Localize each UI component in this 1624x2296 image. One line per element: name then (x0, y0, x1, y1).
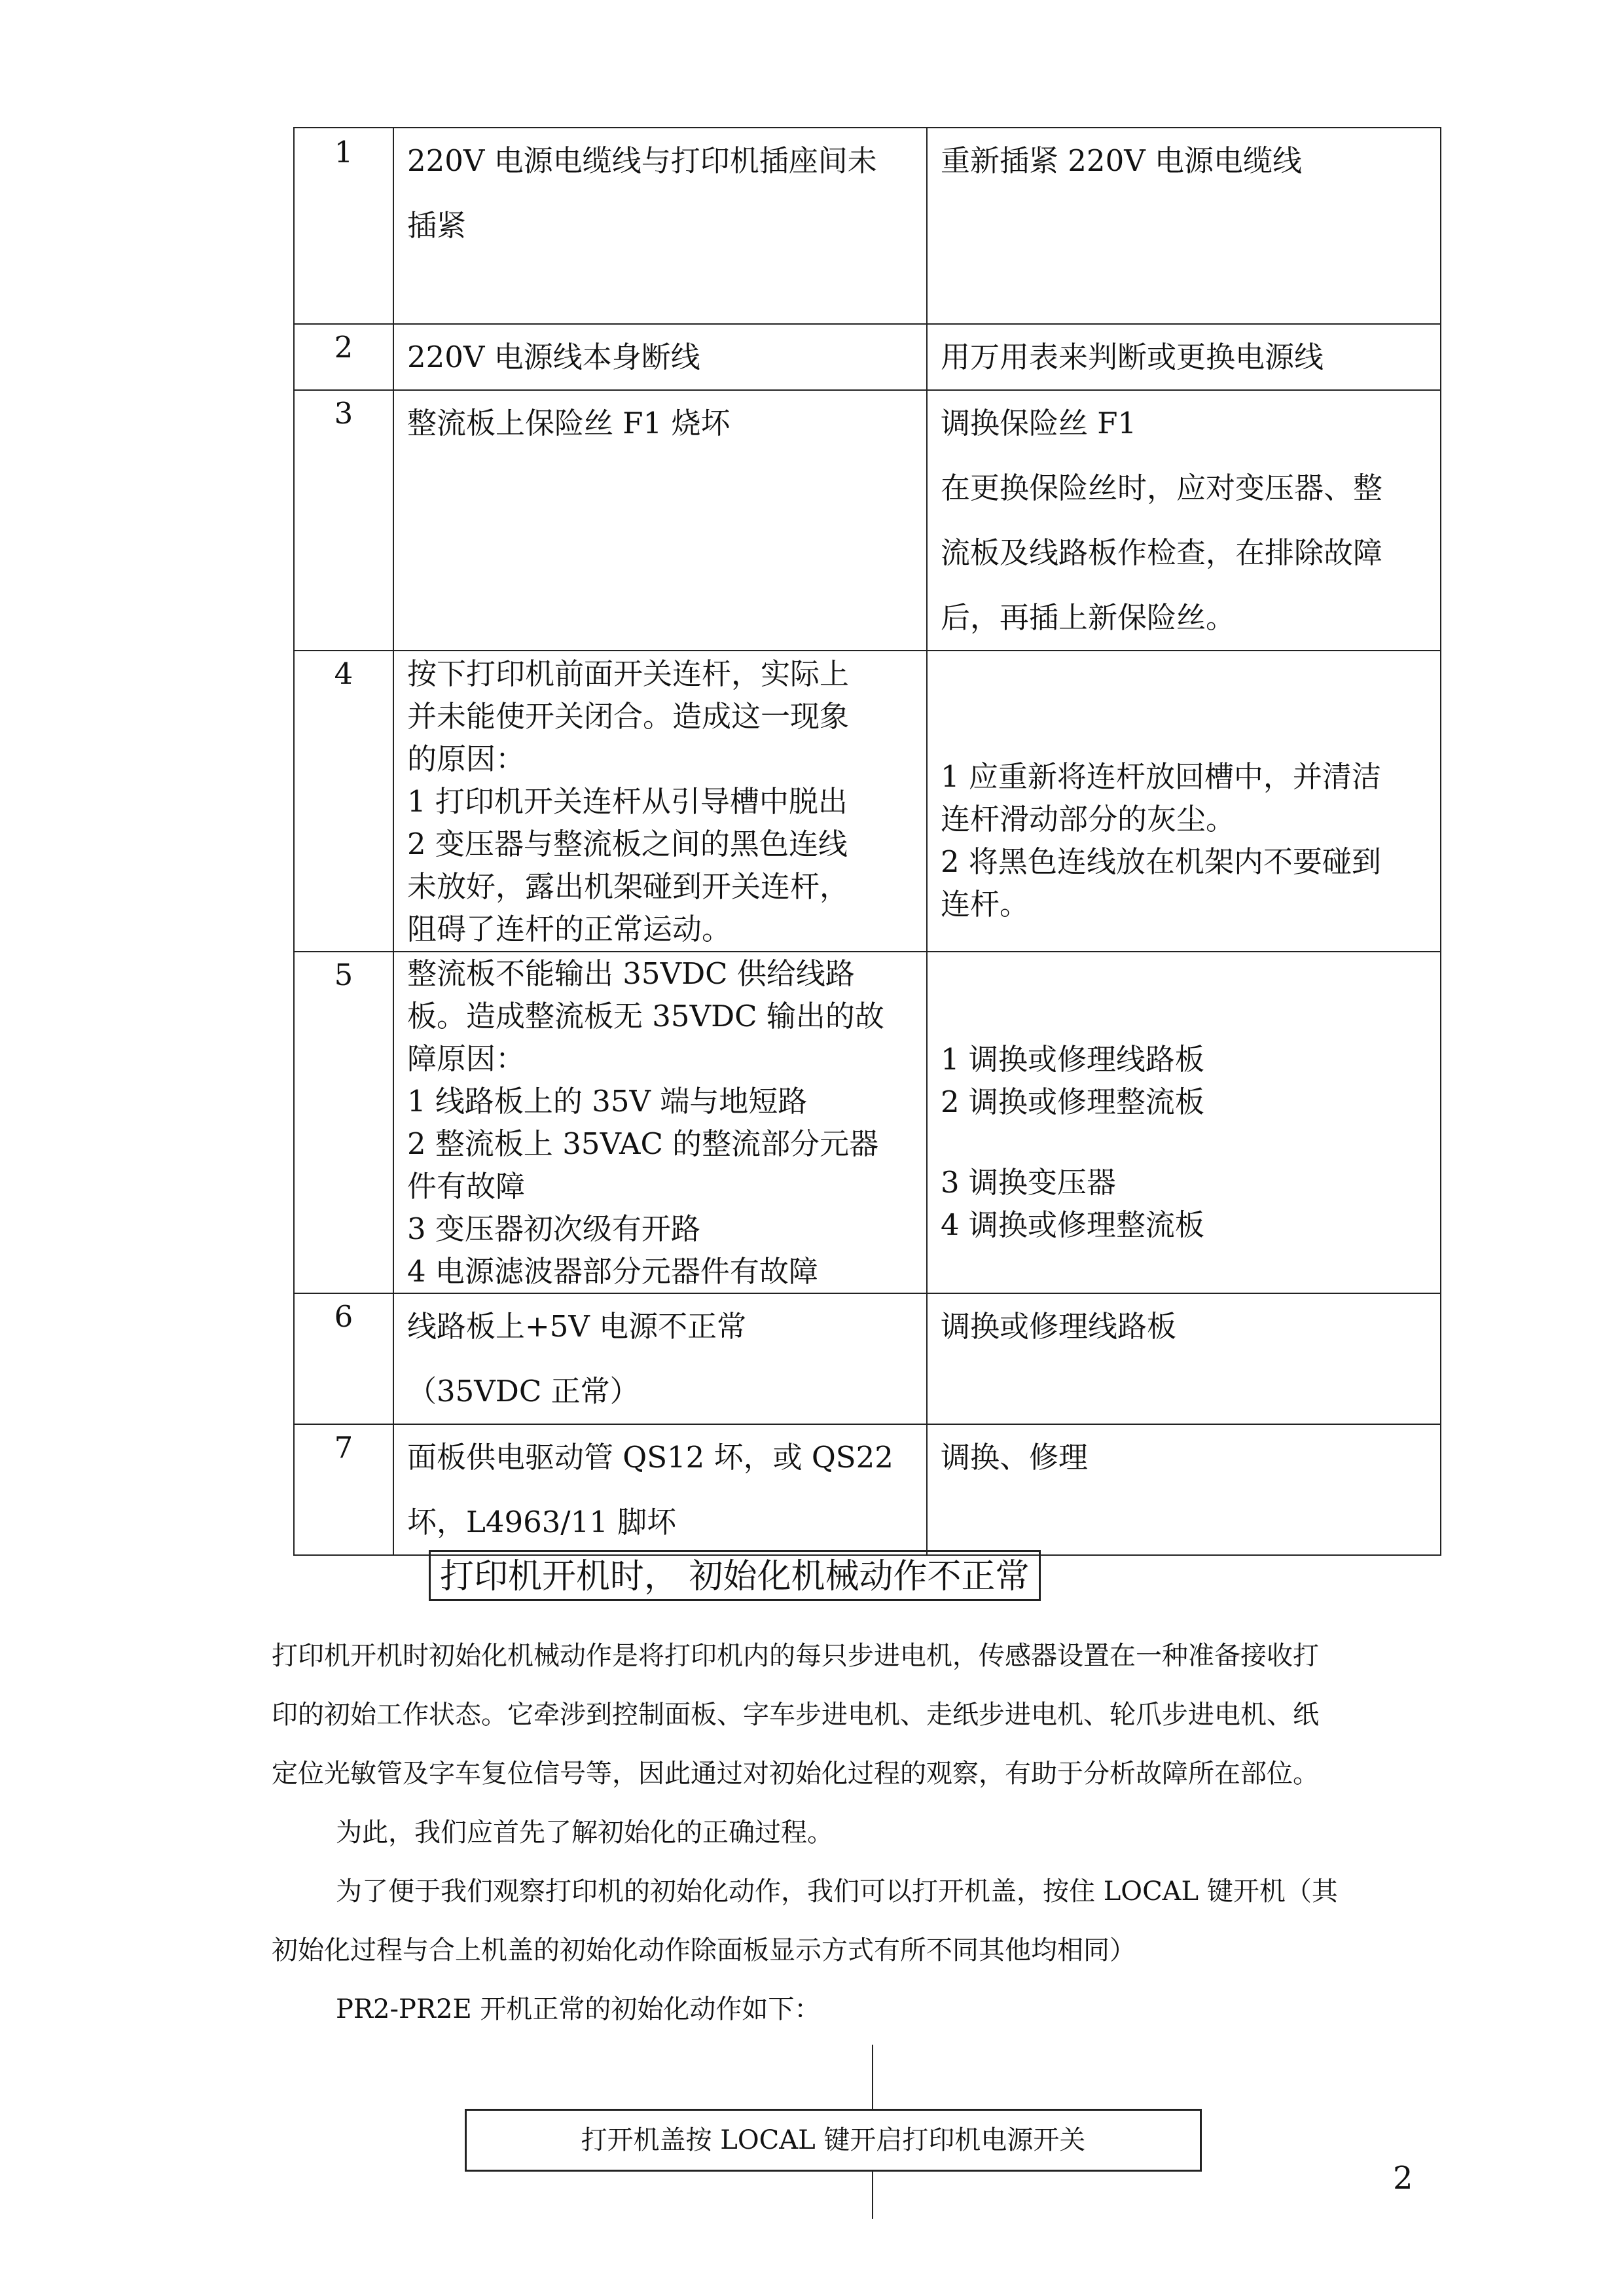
fix-line: 3 调换变压器 (941, 1165, 1116, 1200)
fix-line: 在更换保险丝时，应对变压器、整 (941, 471, 1383, 505)
fix-line: 用万用表来判断或更换电源线 (941, 340, 1324, 374)
fault-fix (927, 952, 1441, 1293)
row-number: 6 (294, 1293, 393, 1424)
fix-line: 2 调换或修理整流板 (941, 1085, 1204, 1119)
cause-line: 3 变压器初次级有开路 (407, 1211, 700, 1246)
table-row (294, 390, 1441, 651)
fault-fix (927, 128, 1441, 324)
fix-line: 连杆滑动部分的灰尘。 (941, 802, 1236, 836)
row-number: 4 (294, 651, 393, 952)
flow-connector (872, 2172, 873, 2219)
paragraph-line: 为了便于我们观察打印机的初始化动作，我们可以打开机盖，按住 LOCAL 键开机（其 (336, 1876, 1338, 1907)
flow-step-box: 打开机盖按 LOCAL 键开启打印机电源开关 (465, 2109, 1202, 2172)
cause-line: 线路板上+5V 电源不正常 (407, 1309, 747, 1344)
cause-line: 220V 电源电缆线与打印机插座间未 (407, 143, 877, 178)
fault-cause (393, 390, 927, 651)
fix-line: 后，再插上新保险丝。 (941, 600, 1236, 635)
paragraph-line: 打印机开机时初始化机械动作是将打印机内的每只步进电机，传感器设置在一种准备接收打 (272, 1641, 1319, 1671)
cause-line: 整流板不能输出 35VDC 供给线路 (407, 956, 855, 991)
cause-line: 220V 电源线本身断线 (407, 340, 700, 374)
fault-fix (927, 390, 1441, 651)
table-row (294, 128, 1441, 324)
table-row (294, 1424, 1441, 1555)
fault-fix (927, 1293, 1441, 1424)
paragraph-line: 定位光敏管及字车复位信号等，因此通过对初始化过程的观察，有助于分析故障所在部位。 (272, 1759, 1319, 1789)
cause-line: 并未能使开关闭合。造成这一现象 (407, 698, 850, 734)
cause-line: 按下打印机前面开关连杆，实际上 (407, 656, 850, 691)
fault-fix (927, 324, 1441, 390)
cause-line: 坏，L4963/11 脚坏 (407, 1505, 677, 1539)
row-number: 3 (294, 390, 393, 651)
fix-line: 重新插紧 220V 电源电缆线 (941, 143, 1302, 178)
fix-line: 流板及线路板作检查，在排除故障 (941, 535, 1383, 570)
cause-line: 阻碍了连杆的正常运动。 (407, 911, 732, 946)
fault-cause (393, 1424, 927, 1555)
cause-line: 2 变压器与整流板之间的黑色连线 (407, 826, 848, 861)
fault-table (293, 127, 1441, 1556)
fix-line: 1 调换或修理线路板 (941, 1042, 1204, 1077)
row-number: 5 (294, 952, 393, 1293)
cause-line: 2 整流板上 35VAC 的整流部分元器 (407, 1126, 879, 1161)
fix-spacer (941, 1123, 1427, 1161)
section-title: 打印机开机时， 初始化机械动作不正常 (429, 1550, 1041, 1601)
fault-fix (927, 1424, 1441, 1555)
cause-line: 插紧 (407, 208, 467, 243)
fault-fix (927, 651, 1441, 952)
cause-line: 1 线路板上的 35V 端与地短路 (407, 1084, 808, 1119)
fix-line: 调换或修理线路板 (941, 1309, 1177, 1344)
paragraph-line: PR2-PR2E 开机正常的初始化动作如下： (336, 1994, 821, 2024)
cause-line: 的原因： (407, 741, 526, 776)
paragraph-line: 初始化过程与合上机盖的初始化动作除面板显示方式有所不同其他均相同） (272, 1935, 1136, 1965)
cause-line: 整流板上保险丝 F1 烧坏 (407, 406, 731, 440)
cause-line: 4 电源滤波器部分元器件有故障 (407, 1254, 818, 1289)
fault-cause (393, 952, 927, 1293)
paragraph-line: 印的初始工作状态。它牵涉到控制面板、字车步进电机、走纸步进电机、轮爪步进电机、纸 (272, 1700, 1319, 1730)
fault-cause (393, 324, 927, 390)
fix-line: 调换保险丝 F1 (941, 406, 1137, 440)
flow-connector (872, 2045, 873, 2109)
fault-cause (393, 651, 927, 952)
paragraph-line: 为此，我们应首先了解初始化的正确过程。 (336, 1818, 833, 1848)
cause-line: 面板供电驱动管 QS12 坏，或 QS22 (407, 1440, 893, 1475)
fix-line: 连杆。 (941, 887, 1030, 922)
cause-line: 1 打印机开关连杆从引导槽中脱出 (407, 783, 848, 819)
row-number: 7 (294, 1424, 393, 1555)
fault-cause (393, 128, 927, 324)
table-row (294, 651, 1441, 952)
fault-cause (393, 1293, 927, 1424)
cause-line: （35VDC 正常） (407, 1374, 640, 1408)
fix-line: 1 应重新将连杆放回槽中，并清洁 (941, 759, 1381, 794)
fix-line: 4 调换或修理整流板 (941, 1208, 1204, 1242)
fix-line: 调换、修理 (941, 1440, 1089, 1475)
fix-line: 2 将黑色连线放在机架内不要碰到 (941, 844, 1381, 879)
table-row (294, 1293, 1441, 1424)
cause-line: 板。造成整流板无 35VDC 输出的故 (407, 999, 884, 1033)
cause-line: 障原因： (407, 1041, 526, 1076)
cause-line: 未放好，露出机架碰到开关连杆， (407, 869, 850, 904)
table-row (294, 952, 1441, 1293)
page-number: 2 (1393, 2160, 1413, 2197)
cause-line: 件有故障 (407, 1169, 526, 1204)
row-number: 2 (294, 324, 393, 390)
row-number: 1 (294, 128, 393, 324)
table-row (294, 324, 1441, 390)
